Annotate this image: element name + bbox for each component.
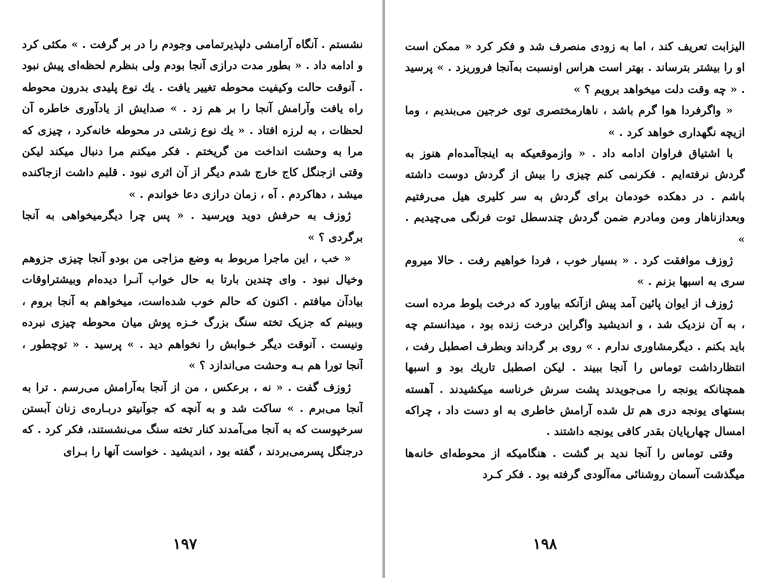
left-page-number: ۱۹۷	[172, 535, 198, 553]
right-paragraph-3: با اشتیاق فراوان ادامه داد . « وازموقعیکه به اینجاآمده‌ام هنوز به گردش نرفته‌ایم . فکرنمی کنم چیزی را بیش از گردش دوست داشته باشم . در دهکده خودمان برای گردش به سر کلیری هیل می‌رفتیم وبعدازناهار ومن ومادرم ضمن گردش چندسطل توت فرنگی می‌چیدیم . »	[405, 146, 745, 246]
left-paragraph-2: ژوزف به حرفش دوید وپرسید . « پس چرا دیگرمیخواهی به آنجا برگردی ؟ »	[22, 208, 363, 244]
right-paragraph-1: الیزابت تعریف کند ، اما به زودی منصرف شد و فکر کرد « ممکن است او را بیشتر بترساند . بهتر است هراس اونسبت به‌آنجا فروریزد . » پرسید . « چه وقت دلت میخواهد برویم ؟ »	[405, 39, 745, 96]
right-page	[385, 0, 768, 578]
left-paragraph-1: نشستم . آنگاه آرامشی دلپذیرتمامی وجودم را در بر گرفت . » مکثی کرد و ادامه داد . « بطور مدت درازی آنجا بودم ولی بنظرم لحظه‌ای پیش نبود . آنوقت حالت وکیفیت محوطه تغییر یافت . یك نوع پلیدی بدرون محوطه راه یافت وآرامش آنجا را بر هم زد . » صدایش از یادآوری خاطره آن لحظات ، به لرزه افتاد . « یك نوع زشتی در محوطه خانه‌کرد ، چیزی که مرا به وحشت انداخت من گریختم . فکر میکنم مرا دنبال میکند لیکن وقتی ازجنگل کاج خارج شدم دیگر از آن اثری نبود . قلبم داشت ازجاکنده میشد ، دهاکردم . آه ، زمان درازی دعا خواندم . »	[22, 37, 363, 201]
left-page	[0, 0, 383, 578]
right-page-number: ۱۹۸	[532, 535, 558, 553]
right-paragraph-4: ژوزف موافقت کرد . « بسیار خوب ، فردا خواهیم رفت . حالا میروم سری به اسبها بزنم . »	[405, 253, 745, 289]
right-page-text	[405, 36, 745, 522]
left-paragraph-4: ژوزف گفت . « نه ، برعکس ، من از آنجا به‌آرامش می‌رسم . ترا به آنجا می‌برم . » ساکت شد و به آنچه که جوآنیتو دربـاره‌ی زنان آبستن سرخپوست که به آنجا می‌آمدند کنار تخته سنگ می‌نشستند، فکر کرد . که درجنگل پسرمی‌بردند ، گفته بود ، اندیشید . خواست آنها را بـرای	[22, 379, 363, 458]
left-paragraph-3: « خب ، این ماجرا مربوط به وضع مزاجی من بودو آنجا چیزی جزوهم وخیال نبود . وای چندین بارتا به حال خواب آنـرا دیده‌ام وبیشتراوقات بیادآن میافتم . اکنون که حالم خوب شده‌است، میخواهم به آنجا بروم ، وببینم که جزیک تخته سنگ بزرگ خـزه پوش میان محوطه چیزی نبرده ونیست . آنوقت دیگر خـوابش را نخواهم دید . » پرسید . « توچطور ، آنجا تورا هم بـه وحشت می‌اندازد ؟ »	[22, 251, 363, 373]
right-paragraph-5: ژوزف از ایوان پائین آمد پیش ازآنکه بیاورد که درخت بلوط مرده است ، به آن نزدیک شد ، و اندیشید واگراین درخت زنده بود ، میدانستم چه باید بکنم . دیگرمشاوری ندارم . » روی بر گرداند وبطرف اصطبل رفت ، انتظارداشت توماس را آنجا ببیند . لیکن اصطبل تاریك بود و اسبها همچنانکه یونجه را می‌جویدند پشت سرش خرناسه میکشیدند . آهسته بستهای یونجه دری هم تل شده آرامش خاطری به او دست داد ، چراکه امسال چهارپایان بقدر کافی یونجه داشتند .	[405, 295, 745, 439]
left-page-text	[22, 34, 363, 522]
right-paragraph-6: وقتی توماس را آنجا ندید بر گشت . هنگامیکه از محوطه‌ای خانه‌ها میگذشت آسمان روشنائی مه‌آلودی گرفته بود . فکر کـرد	[405, 445, 745, 482]
right-paragraph-2: « واگرفردا هوا گرم باشد ، ناهارمختصری توی خرجین می‌بندیم ، وما ازیچه نگهداری خواهد کرد . »	[405, 103, 745, 139]
